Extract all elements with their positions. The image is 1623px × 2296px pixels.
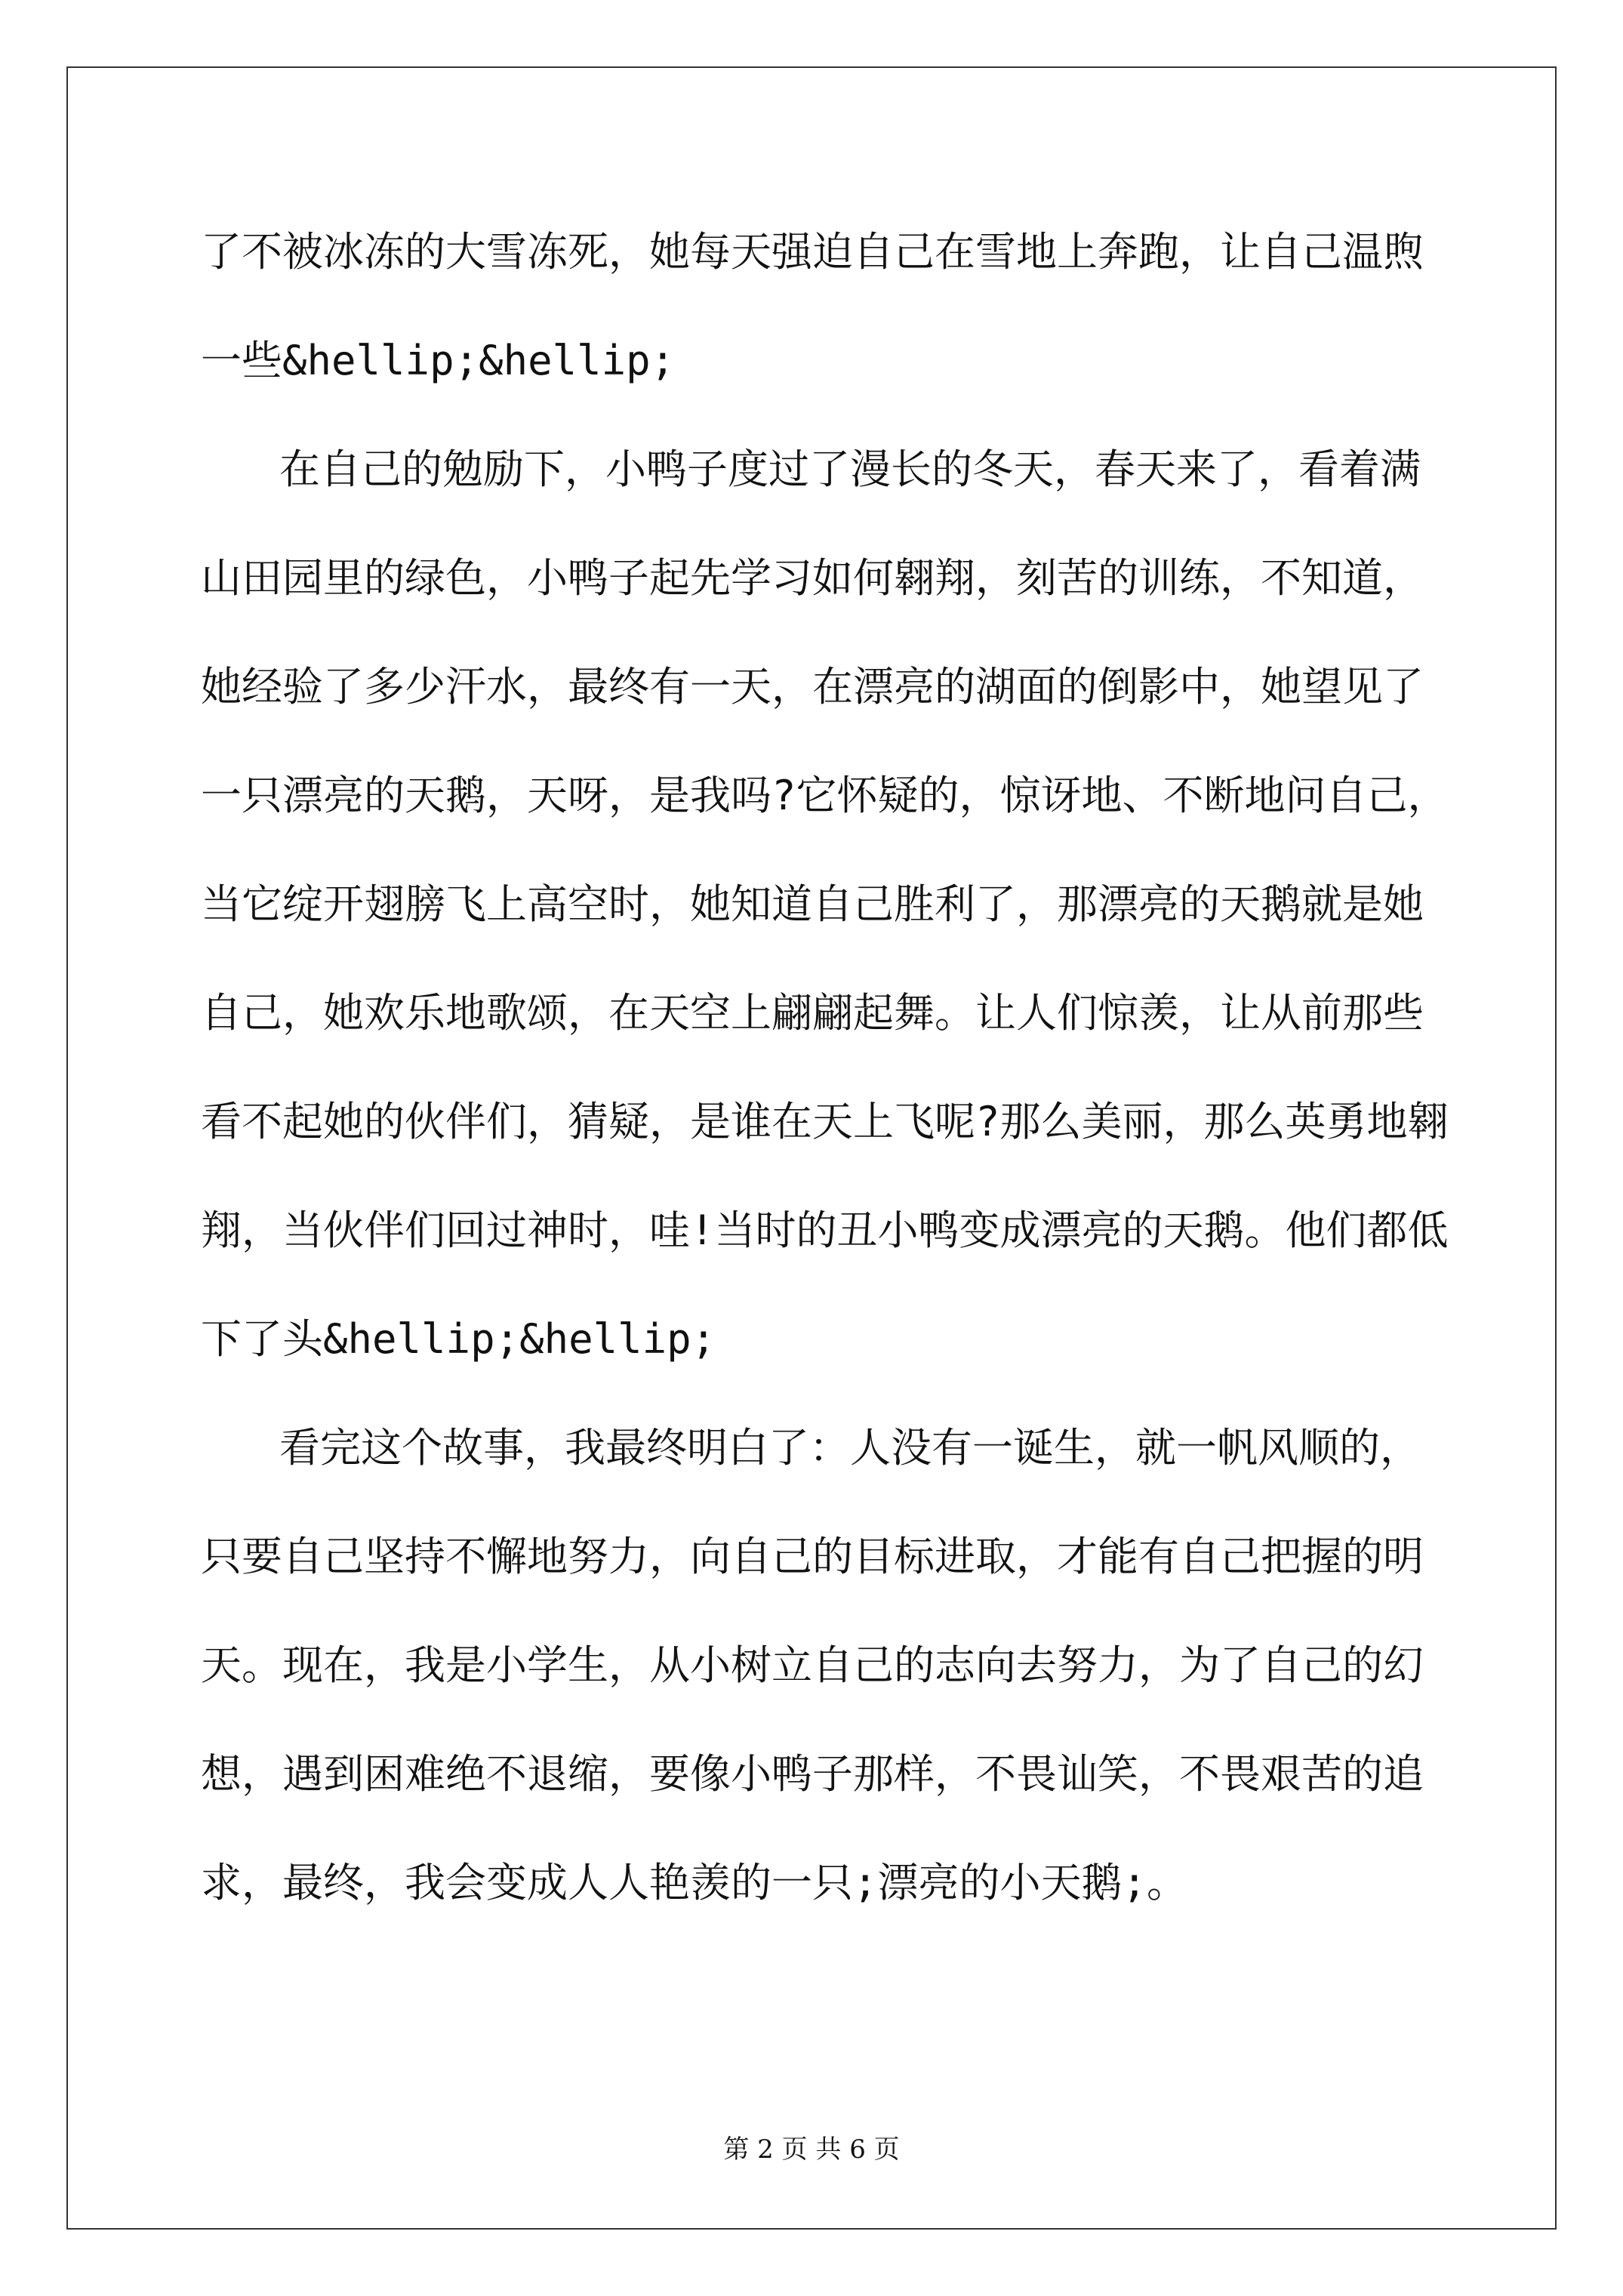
body-text-line: 一些&hellip;&hellip;: [201, 337, 676, 384]
page-number: 第 2 页 共 6 页: [723, 2134, 900, 2165]
body-text-line: 翔，当伙伴们回过神时，哇!当时的丑小鸭变成漂亮的天鹅。他们都低: [201, 1207, 1449, 1254]
body-text-line: 只要自己坚持不懈地努力，向自己的目标进取，才能有自己把握的明: [201, 1533, 1424, 1580]
body-text-line: 山田园里的绿色，小鸭子起先学习如何翱翔，刻苦的训练，不知道，: [201, 554, 1424, 602]
body-text-line: 自己，她欢乐地歌颂，在天空上翩翩起舞。让人们惊羡，让从前那些: [201, 989, 1424, 1037]
body-text-line: 了不被冰冻的大雪冻死，她每天强迫自己在雪地上奔跑，让自己温煦: [201, 228, 1424, 276]
body-text-line: 在自己的勉励下，小鸭子度过了漫长的冬天，春天来了，看着满: [279, 445, 1421, 493]
body-text-line: 她经验了多少汗水，最终有一天，在漂亮的湖面的倒影中，她望见了: [201, 663, 1424, 710]
body-text-line: 想，遇到困难绝不退缩，要像小鸭子那样，不畏讪笑，不畏艰苦的追: [201, 1750, 1424, 1798]
body-text-line: 下了头&hellip;&hellip;: [201, 1315, 716, 1363]
body-text-line: 天。现在，我是小学生，从小树立自己的志向去努力，为了自己的幻: [201, 1641, 1424, 1689]
body-text-line: 当它绽开翅膀飞上高空时，她知道自己胜利了，那漂亮的天鹅就是她: [201, 880, 1424, 928]
body-text-line: 看完这个故事，我最终明白了：人没有一诞生，就一帆风顺的，: [279, 1424, 1421, 1472]
body-text-line: 求，最终，我会变成人人艳羡的一只;漂亮的小天鹅;。: [201, 1859, 1188, 1906]
body-text-line: 看不起她的伙伴们，猜疑，是谁在天上飞呢?那么美丽，那么英勇地翱: [201, 1098, 1449, 1145]
body-text-line: 一只漂亮的天鹅，天呀，是我吗?它怀疑的，惊讶地、不断地问自己，: [201, 772, 1449, 819]
